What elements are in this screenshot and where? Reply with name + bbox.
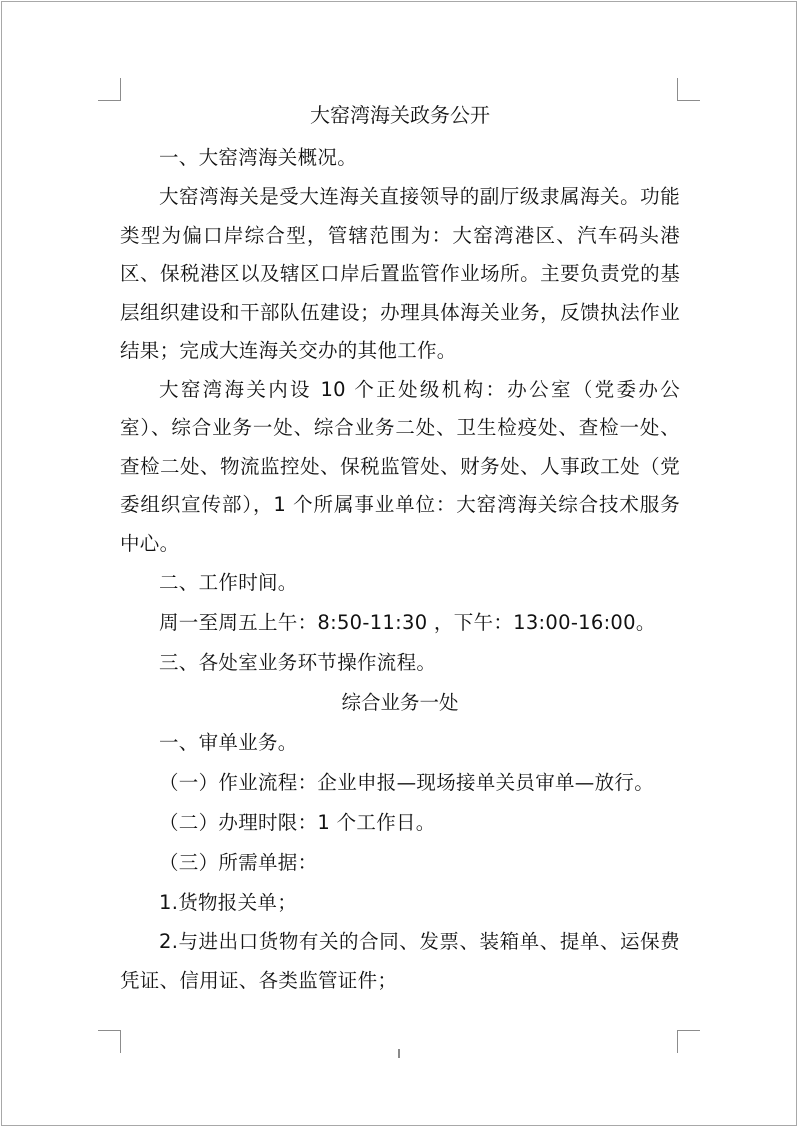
section-heading-procedures: 三、各处室业务环节操作流程。 — [159, 651, 437, 674]
work-hours-text: 周一至周五上午：8:50-11:30 ，下午：13:00-16:00。 — [159, 611, 656, 634]
doc-item-2: 2.与进出口货物有关的合同、发票、装箱单、提单、运保费凭证、信用证、各类监管证件； — [120, 930, 680, 992]
item-heading-review: 一、审单业务。 — [159, 731, 298, 754]
department-title: 综合业务一处 — [341, 691, 459, 714]
margin-corner-top-right — [677, 78, 700, 101]
margin-corner-top-left — [98, 78, 121, 101]
margin-corner-bottom-left — [98, 1030, 121, 1053]
section-heading-overview: 一、大窑湾海关概况。 — [159, 146, 358, 169]
section-heading-work-hours: 二、工作时间。 — [159, 571, 298, 594]
paragraph-overview: 大窑湾海关是受大连海关直接领导的副厅级隶属海关。功能类型为偏口岸综合型，管辖范围为：大窑湾港区、汽车码头港区、保税港区以及辖区口岸后置监管作业场所。主要负责党的基层组织建设和干部队伍建设；办理具体海关业务，反馈执法作业结果；完成大连海关交办的其他工作。 — [120, 185, 680, 362]
document-body[interactable] — [120, 92, 680, 1000]
paragraph-departments: 大窑湾海关内设 10 个正处级机构：办公室（党委办公室）、综合业务一处、综合业务二处、卫生检疫处、查检一处、查检二处、物流监控处、保税监管处、财务处、人事政工处（党委组织宣传部），1 个所属事业单位：大窑湾海关综合技术服务中心。 — [120, 377, 680, 555]
margin-corner-bottom-right — [677, 1030, 700, 1053]
doc-item-1: 1.货物报关单； — [159, 891, 298, 914]
document-title: 大窑湾海关政务公开 — [310, 103, 490, 127]
flow-text: （一）作业流程：企业申报—现场接单关员审单—放行。 — [159, 771, 655, 794]
time-limit-text: （二）办理时限：1 个工作日。 — [159, 811, 436, 834]
text-cursor-mark — [398, 1049, 400, 1058]
required-docs-heading: （三）所需单据： — [159, 851, 318, 874]
